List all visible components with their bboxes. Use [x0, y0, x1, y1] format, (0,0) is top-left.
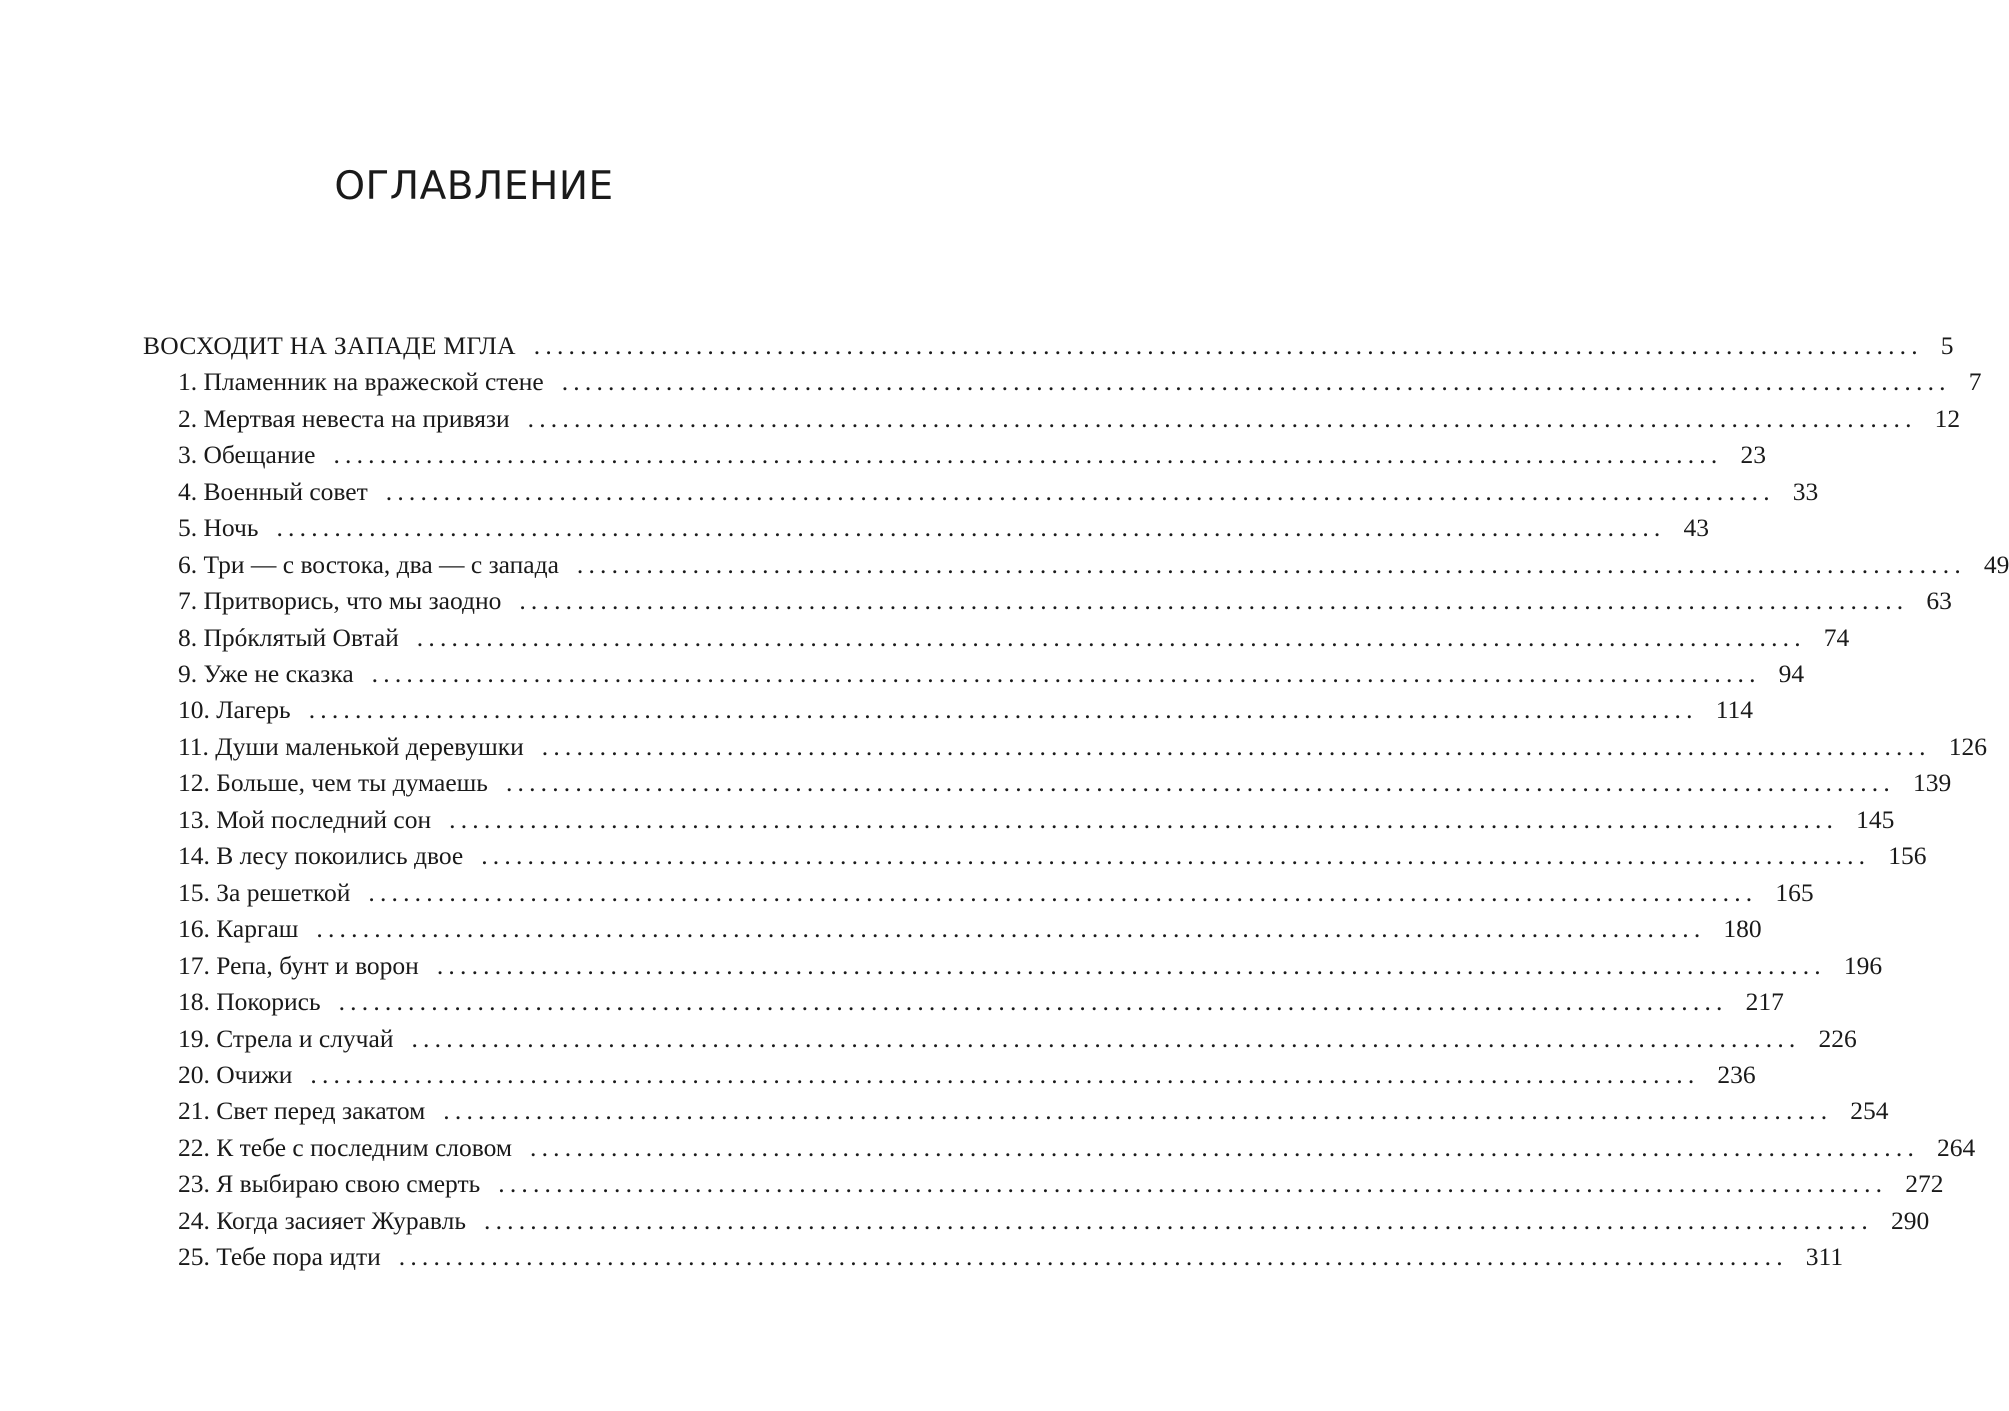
toc-chapter-row — [178, 656, 1805, 692]
toc-chapter-title: 17. Репа, бунт и ворон — [178, 950, 419, 980]
dot-leader: ........................................................................................................................ — [498, 1169, 1888, 1199]
toc-page-number: 196 — [1843, 950, 1883, 980]
dot-leader: ........................................................................................................................ — [530, 1132, 1920, 1162]
toc-page-number: 126 — [1948, 731, 1987, 761]
toc-chapter-row — [178, 401, 1961, 437]
dot-leader: ........................................................................................................................ — [436, 950, 1826, 980]
toc-chapter-title: 23. Я выбираю свою смерть — [178, 1169, 481, 1199]
toc-chapter-title: 12. Больше, чем ты думаешь — [178, 768, 488, 798]
toc-page-number: 74 — [1823, 622, 1850, 652]
toc-page-number: 94 — [1778, 659, 1805, 688]
dot-leader: ........................................................................................................................ — [333, 440, 1723, 470]
toc-page-number: 156 — [1888, 841, 1927, 871]
toc-chapter-row — [178, 838, 1927, 874]
toc-chapter-row — [178, 620, 1850, 656]
toc-chapter-row — [178, 875, 1814, 911]
dot-leader: ........................................................................................................................ — [368, 877, 1758, 907]
toc-page-number: 43 — [1683, 513, 1709, 543]
toc-chapter-row — [178, 692, 1753, 728]
dot-leader: ........................................................................................................................ — [308, 695, 1698, 725]
toc-chapter-title: 18. Покорись — [178, 987, 321, 1017]
toc-page-number: 63 — [1926, 586, 1952, 616]
toc-chapter-title: 3. Обещание — [178, 440, 316, 470]
toc-chapter-row — [178, 911, 1762, 947]
toc-chapter-row — [178, 1203, 1930, 1239]
toc-chapter-row — [178, 729, 1987, 765]
toc-chapter-title: 7. Притворись, что мы заодно — [178, 586, 502, 616]
dot-leader: ........................................................................................................................ — [527, 403, 1917, 433]
toc-chapter-row — [178, 802, 1895, 838]
dot-leader: ........................................................................................................................ — [411, 1023, 1801, 1053]
dot-leader: ........................................................................................................................ — [416, 622, 1806, 652]
toc-chapter-title: 8. Прóклятый Овтай — [178, 622, 399, 652]
toc-chapter-row — [178, 984, 1784, 1020]
toc-chapter-title: 21. Свет перед закатом — [178, 1096, 426, 1126]
toc-page-number: 180 — [1723, 914, 1762, 944]
toc-chapter-title: 24. Когда засияет Журавль — [178, 1205, 466, 1235]
dot-leader: ........................................................................................................................ — [276, 513, 1666, 543]
toc-chapter-row — [178, 1239, 1844, 1275]
toc-chapter-title: 6. Три — с востока, два — с запада — [178, 549, 559, 579]
toc-chapter-row — [178, 1130, 1976, 1166]
dot-leader: ........................................................................................................................ — [481, 841, 1871, 871]
dot-leader: ........................................................................................................................ — [576, 549, 1966, 579]
dot-leader: ........................................................................................................................ — [484, 1205, 1873, 1235]
toc-chapter-row — [178, 437, 1766, 473]
dot-leader: ........................................................................................................................ — [541, 731, 1931, 761]
dot-leader: ........................................................................................................................ — [338, 987, 1728, 1017]
toc-chapter-title: 14. В лесу покоились двое — [178, 841, 464, 871]
dot-leader: ........................................................................................................................ — [385, 476, 1775, 506]
dot-leader: ........................................................................................................................ — [316, 914, 1706, 944]
toc-page-number: 145 — [1856, 804, 1895, 834]
toc-page-number: 290 — [1891, 1205, 1930, 1235]
toc-page-number: 5 — [1940, 331, 1954, 360]
dot-leader: ........................................................................................................................ — [533, 331, 1923, 360]
toc-chapter-row — [178, 1166, 1944, 1202]
toc-chapter-title: 1. Пламенник на вражеской стене — [178, 367, 544, 397]
toc-chapter-title: 20. Очижи — [178, 1059, 293, 1089]
toc-chapter-row — [178, 1057, 1756, 1093]
toc-chapter-row — [178, 1093, 1889, 1129]
toc-page-number: 236 — [1717, 1059, 1756, 1089]
toc-page-number: 139 — [1912, 768, 1952, 798]
toc-chapter-row — [178, 948, 1883, 984]
dot-leader: ........................................................................................................................ — [519, 586, 1909, 616]
dot-leader: ........................................................................................................................ — [398, 1242, 1788, 1272]
toc-chapter-row — [178, 510, 1709, 546]
toc-chapter-row — [178, 474, 1819, 510]
toc-page-number: 49 — [1983, 549, 2009, 579]
toc-page-number: 254 — [1850, 1096, 1889, 1126]
dot-leader: ........................................................................................................................ — [561, 367, 1951, 397]
toc-chapter-title: 15. За решеткой — [178, 877, 351, 907]
toc-chapter-title: 25. Тебе пора идти — [178, 1242, 381, 1272]
toc-page-number: 264 — [1937, 1132, 1976, 1162]
toc-chapter-title: 19. Стрела и случай — [178, 1023, 394, 1053]
toc-chapter-row — [178, 547, 2009, 583]
toc-page-number: 23 — [1740, 440, 1766, 470]
toc-chapter-row — [178, 583, 1952, 619]
toc-page-number: 114 — [1715, 695, 1753, 725]
toc-chapter-title: 2. Мертвая невеста на привязи — [178, 403, 510, 433]
toc-chapter-title: 16. Каргаш — [178, 914, 299, 944]
toc-chapter-title: 13. Мой последний сон — [178, 804, 432, 834]
toc-chapter-title: 22. К тебе с последним словом — [178, 1132, 513, 1162]
toc-chapter-title: 9. Уже не сказка — [178, 659, 354, 688]
toc-chapter-title: 11. Души маленькой деревушки — [178, 731, 524, 761]
toc-page-number: 12 — [1934, 403, 1961, 433]
toc-page-number: 33 — [1792, 476, 1819, 506]
toc-part-row — [143, 328, 1954, 364]
toc-chapter-title: 4. Военный совет — [178, 476, 368, 506]
toc-page-number: 165 — [1775, 877, 1814, 907]
dot-leader: ........................................................................................................................ — [449, 804, 1839, 834]
toc-part-title: ВОСХОДИТ НА ЗАПАДЕ МГЛА — [143, 331, 516, 360]
toc-page-number: 7 — [1968, 367, 1982, 397]
dot-leader: ........................................................................................................................ — [310, 1059, 1700, 1089]
toc-chapter-title: 5. Ночь — [178, 513, 259, 543]
dot-leader: ........................................................................................................................ — [505, 768, 1895, 798]
dot-leader: ........................................................................................................................ — [443, 1096, 1833, 1126]
dot-leader: ........................................................................................................................ — [371, 659, 1761, 688]
toc-page-number: 217 — [1745, 987, 1784, 1017]
toc-chapter-row — [178, 1021, 1857, 1057]
toc-page-number: 272 — [1905, 1169, 1944, 1199]
toc-chapter-row — [178, 364, 1982, 400]
toc-chapter-row — [178, 765, 1952, 801]
toc-page-number: 226 — [1818, 1023, 1857, 1053]
page-title: ОГЛАВЛЕНИЕ — [334, 164, 614, 209]
toc-chapter-title: 10. Лагерь — [178, 695, 291, 725]
toc-page-number: 311 — [1805, 1242, 1844, 1272]
